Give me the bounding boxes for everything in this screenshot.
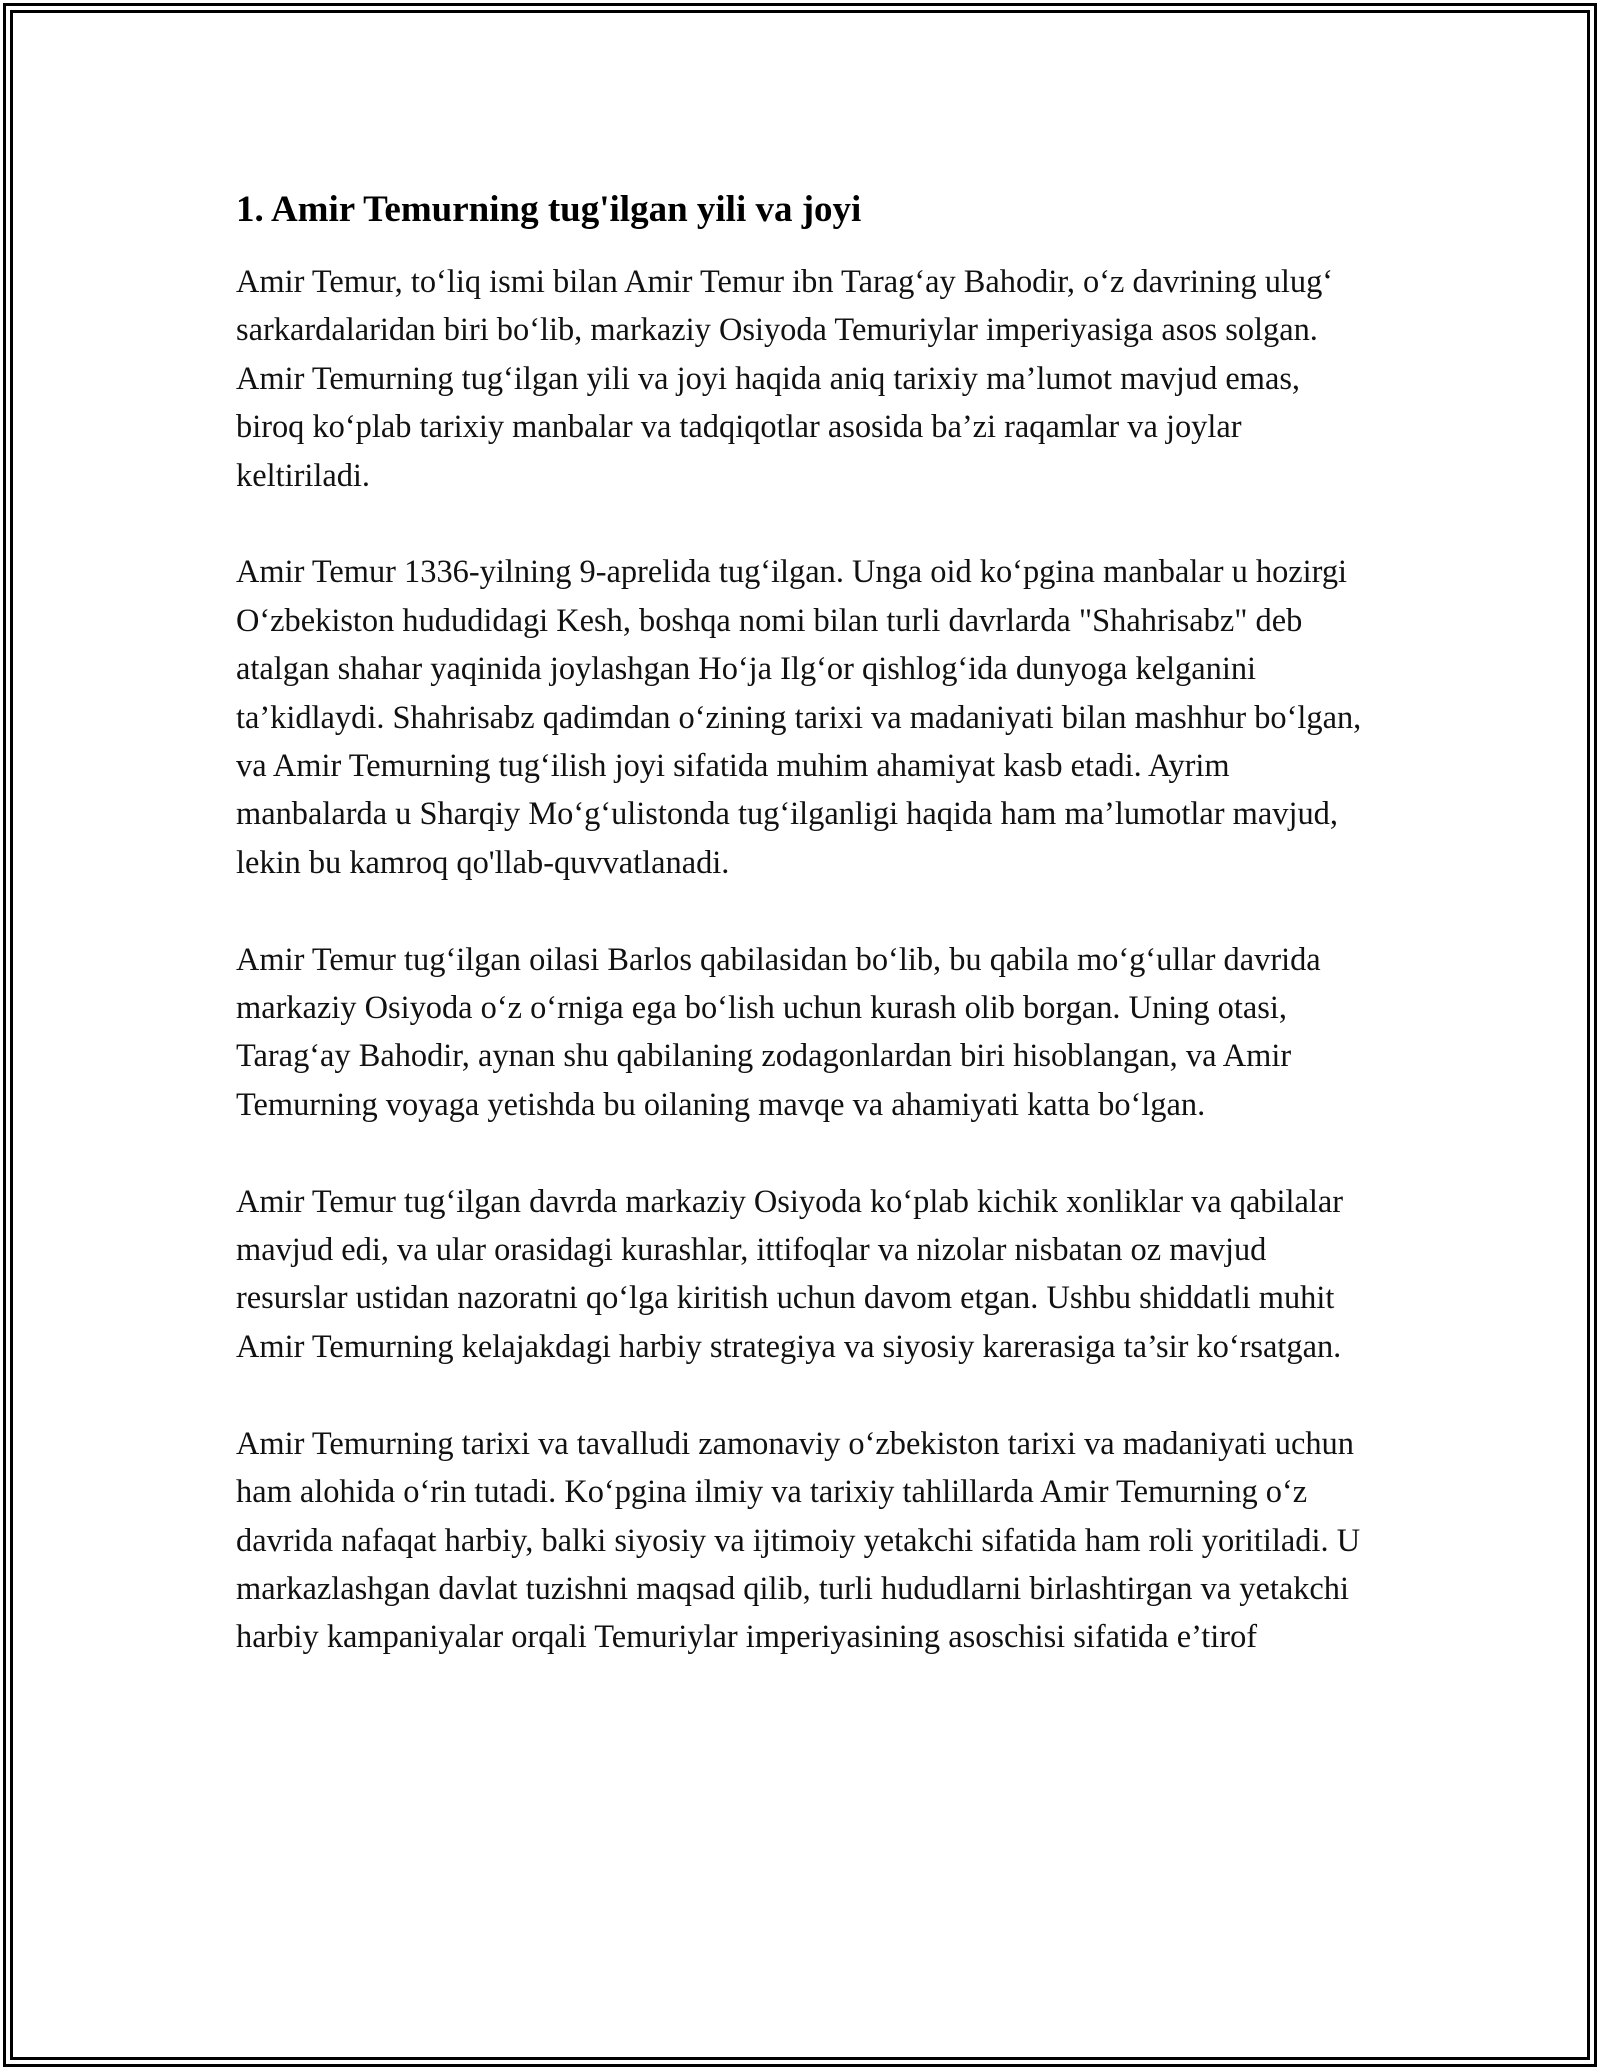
paragraph-4: Amir Temur tug‘ilgan davrda markaziy Osiyoda ko‘plab kichik xonliklar va qabilalar mavjud edi, va ular orasidagi kurashlar, ittifoqlar va nizolar nisbatan oz mavjud resurslar ustidan nazoratni qo‘lga kiritish uchun davom etgan. Ushbu shiddatli muhit Amir Temurning kelajakdagi harbiy strategiya va siyosiy karerasiga ta’sir ko‘rsatgan. bbox=[236, 1183, 1344, 1365]
paragraph-3: Amir Temur tug‘ilgan oilasi Barlos qabilasidan bo‘lib, bu qabila mo‘g‘ullar davrida markaziy Osiyoda o‘z o‘rniga ega bo‘lish uchun kurash olib borgan. Uning otasi, Tarag‘ay Bahodir, aynan shu qabilaning zodagonlardan biri hisoblangan, va Amir Temurning voyaga yetishda bu oilaning mavqe va ahamiyati katta bo‘lgan. bbox=[236, 941, 1321, 1123]
paragraph-2: Amir Temur 1336-yilning 9-aprelida tug‘ilgan. Unga oid ko‘pgina manbalar u hozirgi O‘zbekiston hududidagi Kesh, boshqa nomi bilan turli davrlarda "Shahrisabz" deb atalgan shahar yaqinida joylashgan Ho‘ja Ilg‘or qishlog‘ida dunyoga kelganini ta’kidlaydi. Shahrisabz qadimdan o‘zining tarixi va madaniyati bilan mashhur bo‘lgan, va Amir Temurning tug‘ilish joyi sifatida muhim ahamiyat kasb etadi. Ayrim manbalarda u Sharqiy Mo‘g‘ulistonda tug‘ilganligi haqida ham ma’lumotlar mavjud, lekin bu kamroq qo'llab-quvvatlanadi. bbox=[236, 554, 1362, 881]
paragraph-1: Amir Temur, to‘liq ismi bilan Amir Temur ibn Tarag‘ay Bahodir, o‘z davrining ulug‘ sarkardalaridan biri bo‘lib, markaziy Osiyoda Temuriylar imperiyasiga asos solgan. Amir Temurning tug‘ilgan yili va joyi haqida aniq tarixiy ma’lumot mavjud emas, biroq ko‘plab tarixiy manbalar va tadqiqotlar asosida ba’zi raqamlar va joylar keltiriladi. bbox=[236, 264, 1334, 494]
section-heading: 1. Amir Temurning tug'ilgan yili va joyi bbox=[236, 189, 862, 230]
paragraph-5: Amir Temurning tarixi va tavalludi zamonaviy o‘zbekiston tarixi va madaniyati uchun ham alohida o‘rin tutadi. Ko‘pgina ilmiy va tarixiy tahlillarda Amir Temurning o‘z davrida nafaqat harbiy, balki siyosiy va ijtimoiy yetakchi sifatida ham roli yoritiladi. U markazlashgan davlat tuzishni maqsad qilib, turli hududlarni birlashtirgan va yetakchi harbiy kampaniyalar orqali Temuriylar imperiyasining asoschisi sifatida e’tirof bbox=[236, 1425, 1361, 1656]
document-body bbox=[236, 186, 1366, 1710]
